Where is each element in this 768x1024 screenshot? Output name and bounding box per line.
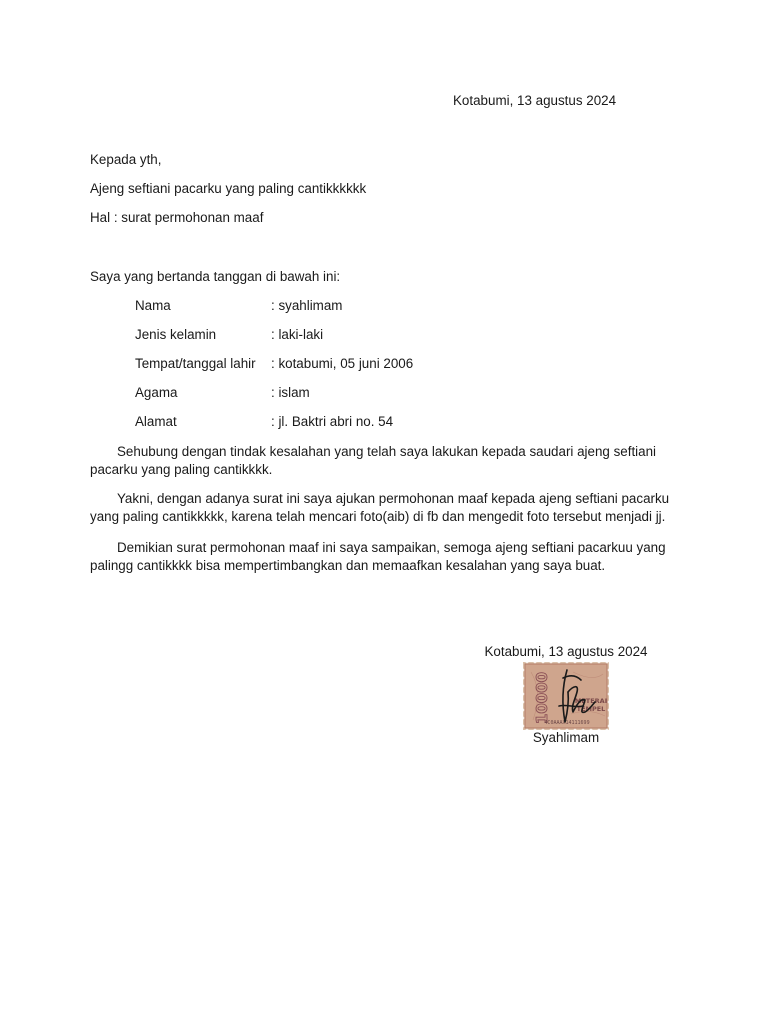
field-label-alamat: Alamat: [135, 414, 177, 429]
field-label-tempat-tanggal-lahir: Tempat/tanggal lahir: [135, 356, 256, 371]
letter-subject: Hal : surat permohonan maaf: [90, 210, 264, 225]
field-label-nama: Nama: [135, 298, 171, 313]
recipient-name: Ajeng seftiani pacarku yang paling cantikkkkkk: [90, 181, 367, 196]
stamp-label-line1: METERAI: [574, 697, 608, 705]
signature-date: Kotabumi, 13 agustus 2024: [484, 644, 648, 659]
signature-block: [478, 643, 654, 746]
body-paragraph-1: Sehubung dengan tindak kesalahan yang telah saya lakukan kepada saudari ajeng seftiani pacarku yang paling cantikkkk.: [90, 444, 657, 477]
stamp-signature-image: [523, 662, 609, 730]
letter-date: Kotabumi, 13 agustus 2024: [453, 93, 617, 108]
body-paragraph-3: Demikian surat permohonan maaf ini saya sampaikan, semoga ajeng seftiani pacarkuu yang palingg cantikkkk bisa mempertimbangkan dan memaafkan kesalahan yang saya buat.: [90, 540, 666, 573]
intro-line: Saya yang bertanda tanggan di bawah ini:: [90, 269, 341, 284]
field-value-agama: : islam: [271, 385, 310, 400]
field-value-tempat-tanggal-lahir: : kotabumi, 05 juni 2006: [271, 356, 414, 371]
stamp-denomination: 10000: [533, 671, 551, 725]
stamp-serial: 4C0AAAX14111699: [544, 720, 590, 726]
field-label-jenis-kelamin: Jenis kelamin: [135, 327, 217, 342]
recipient-greeting: Kepada yth,: [90, 152, 162, 167]
body-paragraph-2: Yakni, dengan adanya surat ini saya ajukan permohonan maaf kepada ajeng seftiani pacarku yang paling cantikkkkk, karena telah mencari foto(aib) di fb dan mengedit foto tersebut menjadi jj.: [90, 491, 670, 524]
signature-name: Syahlimam: [532, 730, 600, 745]
field-label-agama: Agama: [135, 385, 178, 400]
field-value-nama: : syahlimam: [271, 298, 343, 313]
stamp-label-line2: TEMPEL: [576, 705, 606, 713]
field-value-jenis-kelamin: : laki-laki: [271, 327, 324, 342]
field-value-alamat: : jl. Baktri abri no. 54: [271, 414, 394, 429]
